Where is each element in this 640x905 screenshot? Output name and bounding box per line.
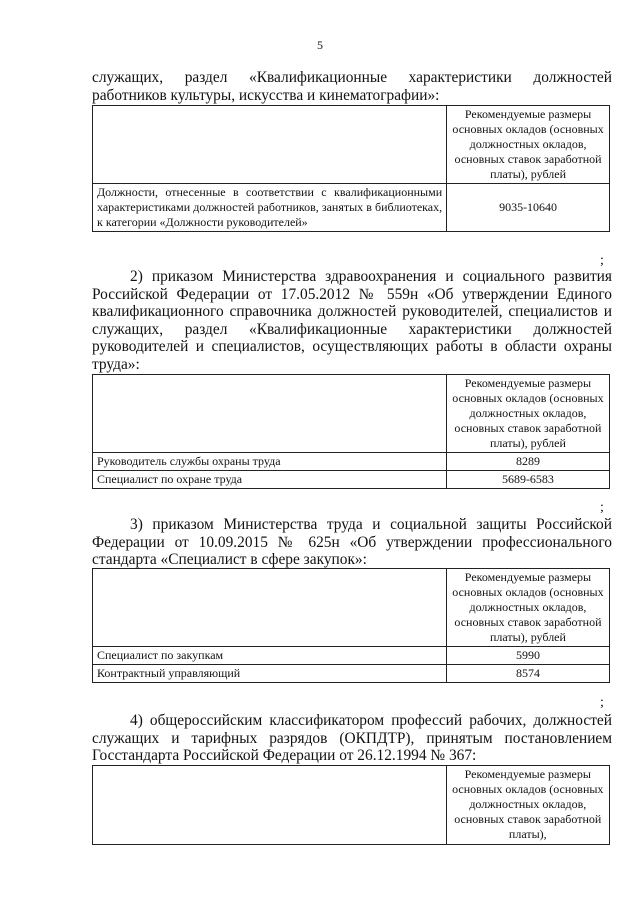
position-cell: Руководитель службы охраны труда <box>93 453 447 471</box>
table-header-row <box>93 766 610 845</box>
semicolon-mark: ; <box>600 695 604 710</box>
table-header-empty-cell <box>93 569 447 647</box>
salary-table-culture <box>92 105 610 232</box>
table-header-cell: Рекомендуемые размеры основных окладов (основных должностных окладов, основных ставок заработной платы), <box>446 766 609 845</box>
table-row <box>93 665 610 683</box>
salary-table-procurement <box>92 568 610 683</box>
salary-cell: 8574 <box>446 665 609 683</box>
table-header-row <box>93 569 610 647</box>
position-cell: Контрактный управляющий <box>93 665 447 683</box>
table-header-empty-cell <box>93 375 447 453</box>
position-cell: Специалист по охране труда <box>93 471 447 489</box>
semicolon-mark: ; <box>600 253 604 268</box>
table-header-cell: Рекомендуемые размеры основных окладов (основных должностных окладов, основных ставок заработной платы), рублей <box>446 375 609 453</box>
salary-table-okpdtr <box>92 765 610 845</box>
table-row <box>93 184 610 232</box>
table-row <box>93 647 610 665</box>
position-cell: Должности, отнесенные в соответствии с квалификационными характеристиками должностей работников, занятых в библиотеках, к категории «Должности руководителей» <box>93 184 447 232</box>
table-row <box>93 471 610 489</box>
table-header-empty-cell <box>93 766 447 845</box>
salary-table-labor-safety <box>92 374 610 489</box>
table-header-cell: Рекомендуемые размеры основных окладов (основных должностных окладов, основных ставок заработной платы), рублей <box>446 569 609 647</box>
table-header-row <box>93 375 610 453</box>
salary-cell: 9035-10640 <box>447 184 610 232</box>
paragraph-3: 3) приказом Министерства труда и социальной защиты Российской Федерации от 10.09.2015 № 625н «Об утверждении профессионального стандарта «Специалист в сфере закупок»: <box>92 516 612 569</box>
table-header-row <box>93 106 610 184</box>
semicolon-mark: ; <box>600 500 604 515</box>
intro-paragraph: служащих, раздел «Квалификационные характеристики должностей работников культуры, искусства и кинематографии»: <box>92 69 612 104</box>
paragraph-4: 4) общероссийским классификатором профессий рабочих, должностей служащих и тарифных разрядов (ОКПДТР), принятым постановлением Госстандарта Российской Федерации от 26.12.1994 № 367: <box>92 712 612 765</box>
table-header-cell: Рекомендуемые размеры основных окладов (основных должностных окладов, основных ставок заработной платы), рублей <box>447 106 610 184</box>
salary-cell: 8289 <box>446 453 609 471</box>
page-number: 5 <box>317 38 323 52</box>
table-header-empty-cell <box>93 106 447 184</box>
salary-cell: 5990 <box>446 647 609 665</box>
position-cell: Специалист по закупкам <box>93 647 447 665</box>
paragraph-2: 2) приказом Министерства здравоохранения и социального развития Российской Федерации от 17.05.2012 № 559н «Об утверждении Единого квалификационного справочника должностей руководителей, специалистов и служащих, раздел «Квалификационные характеристики должностей руководителей и специалистов, осуществляющих работы в области охраны труда»: <box>92 268 612 373</box>
table-row <box>93 453 610 471</box>
salary-cell: 5689-6583 <box>446 471 609 489</box>
